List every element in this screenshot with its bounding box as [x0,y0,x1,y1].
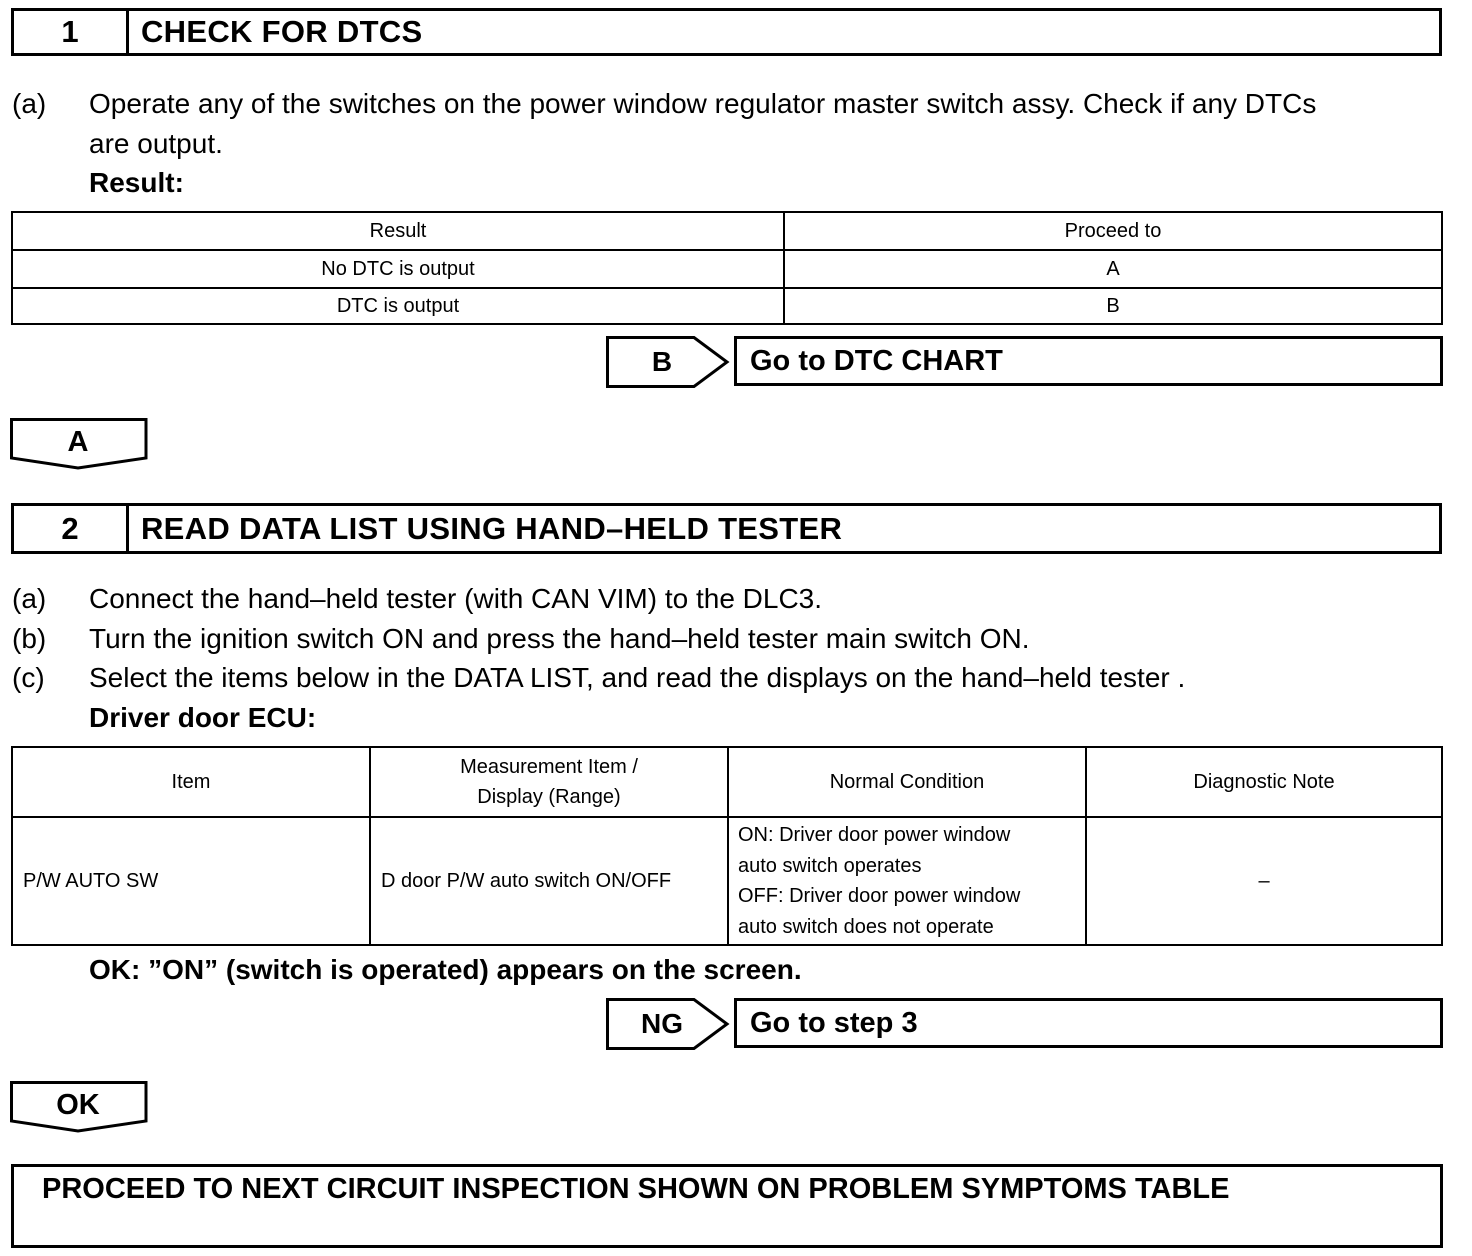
step1-result-heading: Result: [89,167,184,198]
normal-condition-line: ON: Driver door power window [738,824,1011,846]
step2-branch-label: NG [641,1008,683,1039]
normal-condition-line: auto switch operates [738,854,922,877]
step1-header [11,8,1442,56]
normal-condition-line: auto switch does not operate [738,915,994,938]
step2-title: READ DATA LIST USING HAND–HELD TESTER [141,510,843,546]
step2-branch-tag [606,998,730,1050]
step1-branch-label: B [651,346,673,377]
step2-number: 2 [14,506,129,551]
step1-branch-tag [606,336,730,388]
final-instruction-box [11,1164,1443,1248]
table-row [12,817,1442,945]
table-header-cell: Item [12,747,370,817]
table-header-row [12,212,1442,250]
step1-a-line1: Operate any of the switches on the power window regulator master switch assy. Check if any DTCs [89,88,1317,119]
step2-b-label: (b) [12,623,47,654]
table-cell: No DTC is output [12,250,784,288]
table-cell-note: – [1086,817,1442,945]
table-cell-item: P/W AUTO SW [12,817,370,945]
normal-condition-line: OFF: Driver door power window [738,885,1021,907]
step2-a-label: (a) [12,583,47,614]
step1-title: CHECK FOR DTCS [141,14,423,49]
measurement-header-line2: Display (Range) [477,786,621,808]
table-cell-measurement: D door P/W auto switch ON/OFF [370,817,728,945]
step1-continue-tag [10,418,148,474]
table-row [12,288,1442,324]
step1-a-line2: are output. [89,128,223,159]
step1-continue-label: A [67,425,89,458]
table-cell: DTC is output [12,288,784,324]
measurement-header-line1: Measurement Item / [460,756,638,778]
table-header-cell: Normal Condition [728,747,1086,817]
table-cell: B [784,288,1442,324]
table-header-cell: Result [12,212,784,250]
step1-a-label: (a) [12,88,47,119]
step1-branch-target: Go to DTC CHART [734,336,1443,386]
step2-table-heading: Driver door ECU: [89,702,317,733]
step2-branch-target: Go to step 3 [734,998,1443,1048]
step1-number: 1 [14,11,129,53]
table-header-cell: Proceed to [784,212,1442,250]
step2-a-text: Connect the hand–held tester (with CAN VIM) to the DLC3. [89,583,823,614]
step2-c-text: Select the items below in the DATA LIST, and read the displays on the hand–held tester . [89,662,1186,693]
table-header-cell [370,747,728,817]
table-row [12,250,1442,288]
step2-b-text: Turn the ignition switch ON and press the hand–held tester main switch ON. [89,623,1030,654]
table-cell-normal-condition [728,817,1086,945]
step2-c-label: (c) [12,662,45,693]
step2-continue-label: OK [56,1088,100,1121]
step1-result-table [11,211,1443,325]
step2-data-table [11,746,1443,946]
table-cell: A [784,250,1442,288]
step2-continue-tag [10,1081,148,1137]
table-header-cell: Diagnostic Note [1086,747,1442,817]
table-header-row [12,747,1442,817]
step2-header [11,503,1442,554]
final-instruction-text: PROCEED TO NEXT CIRCUIT INSPECTION SHOWN ON PROBLEM SYMPTOMS TABLE [42,1173,1230,1205]
step2-ok-text: OK: ”ON” (switch is operated) appears on the screen. [89,954,802,985]
